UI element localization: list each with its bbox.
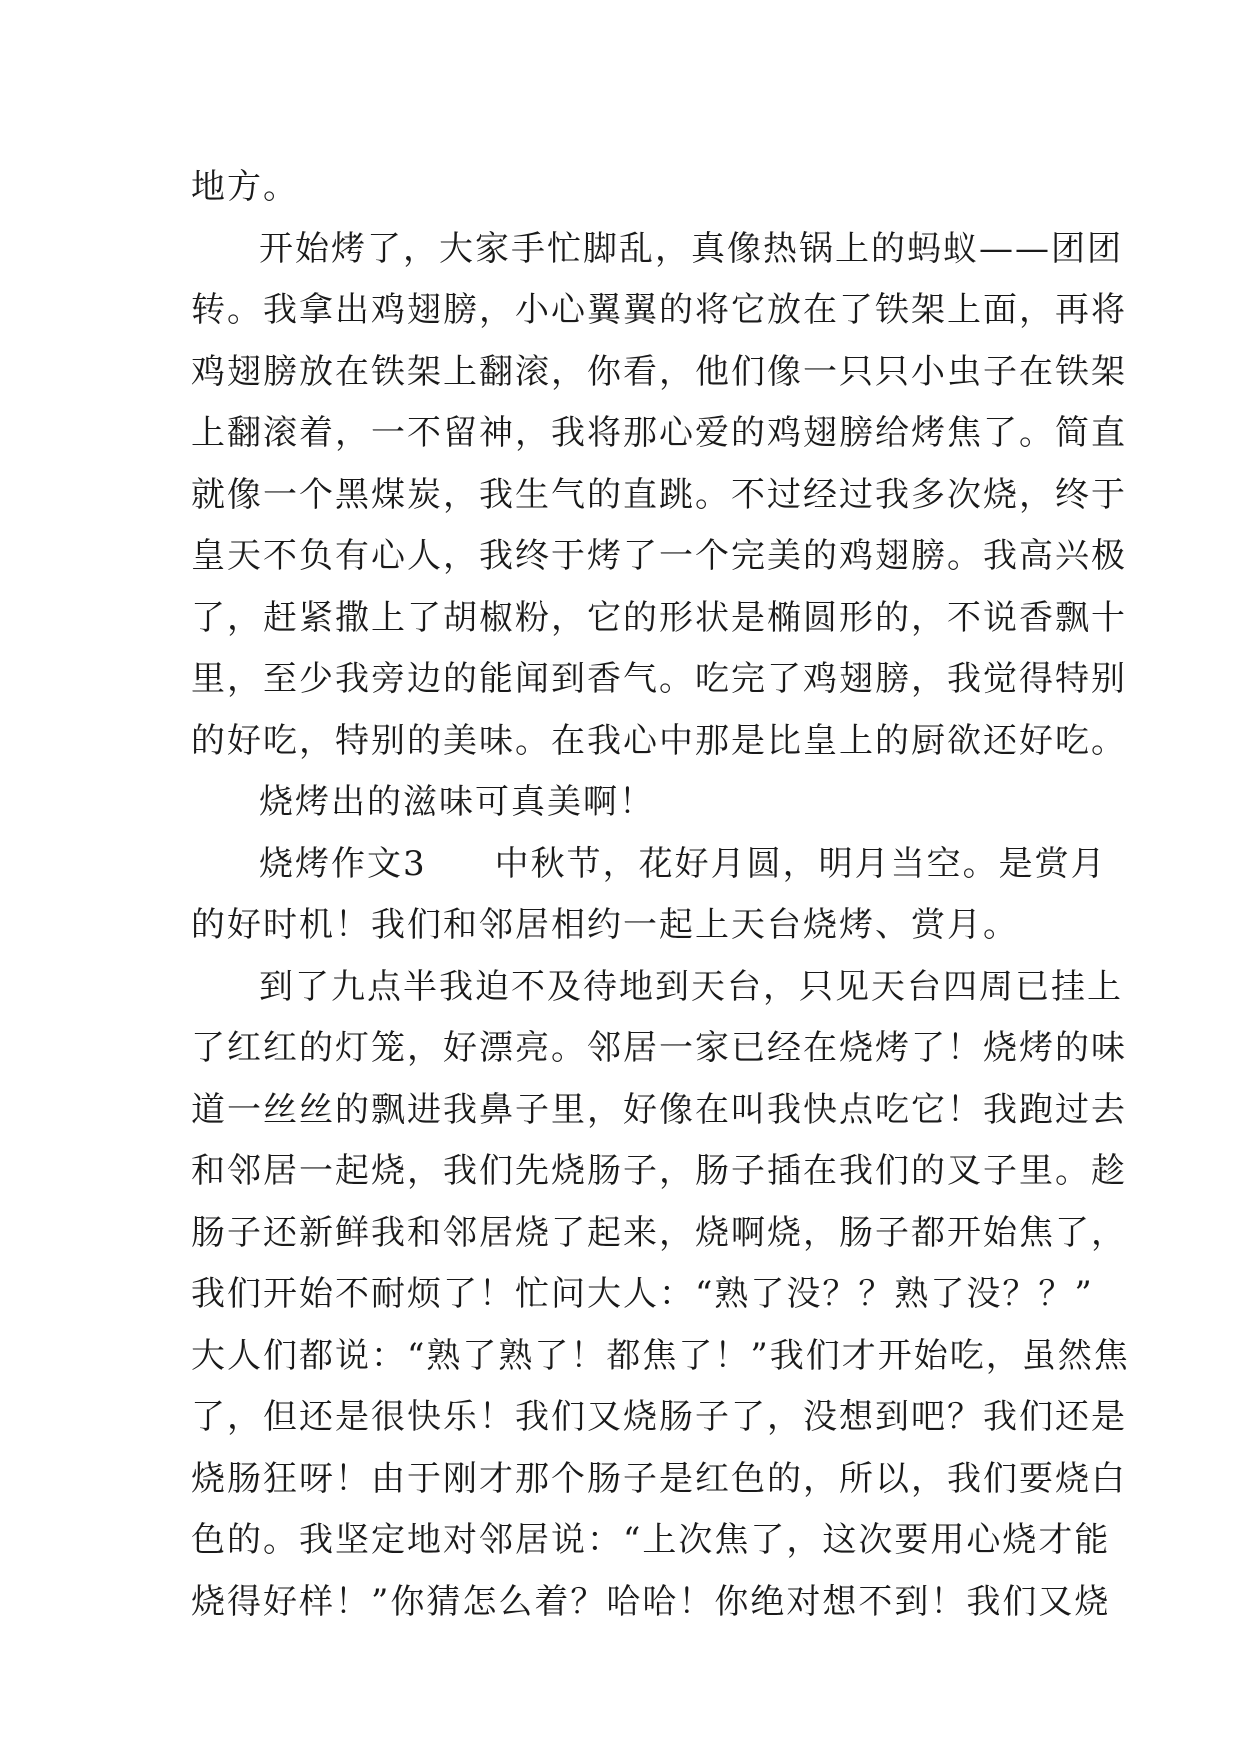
text-line: 里，至少我旁边的能闻到香气。吃完了鸡翅膀，我觉得特别 — [191, 659, 1127, 699]
text-line-heading — [191, 834, 1107, 896]
text-line: 的好吃，特别的美味。在我心中那是比皇上的厨欲还好吃。 — [191, 720, 1127, 761]
essay-opening: 中秋节，花好月圆，明月当空。是赏月 — [494, 843, 1107, 884]
text-line: 我们开始不耐烦了！忙问大人：“熟了没？？熟了没？？” — [191, 1274, 1094, 1314]
text-line: 色的。我坚定地对邻居说：“上次焦了，这次要用心烧才能 — [191, 1520, 1111, 1560]
text-line: 烧肠狂呀！由于刚才那个肠子是红色的，所以，我们要烧白 — [191, 1458, 1127, 1499]
text-line: 的好时机！我们和邻居相约一起上天台烧烤、赏月。 — [191, 905, 1019, 945]
text-line: 肠子还新鲜我和邻居烧了起来，烧啊烧，肠子都开始焦了， — [191, 1212, 1127, 1253]
text-line: 就像一个黑煤炭，我生气的直跳。不过经过我多次烧，终于 — [191, 474, 1127, 515]
text-line: 鸡翅膀放在铁架上翻滚，你看，他们像一只只小虫子在铁架 — [191, 351, 1127, 392]
document-body — [191, 157, 1130, 1633]
essay-heading: 烧烤作文3 — [259, 843, 427, 884]
text-line: 和邻居一起烧，我们先烧肠子，肠子插在我们的叉子里。趁 — [191, 1151, 1127, 1191]
text-line: 转。我拿出鸡翅膀，小心翼翼的将它放在了铁架上面，再将 — [191, 290, 1127, 330]
text-line: 上翻滚着，一不留神，我将那心爱的鸡翅膀给烤焦了。简直 — [191, 413, 1127, 453]
text-line: 到了九点半我迫不及待地到天台，只见天台四周已挂上 — [259, 966, 1123, 1007]
text-line: 皇天不负有心人，我终于烤了一个完美的鸡翅膀。我高兴极 — [191, 536, 1127, 576]
text-line: 了红红的灯笼，好漂亮。邻居一家已经在烧烤了！烧烤的味 — [191, 1028, 1127, 1068]
text-line: 道一丝丝的飘进我鼻子里，好像在叫我快点吃它！我跑过去 — [191, 1089, 1127, 1130]
text-line: 开始烤了，大家手忙脚乱，真像热锅上的蚂蚁——团团 — [259, 228, 1123, 269]
text-line: 大人们都说：“熟了熟了！都焦了！”我们才开始吃，虽然焦 — [191, 1335, 1130, 1376]
text-line: 了，赶紧撒上了胡椒粉，它的形状是椭圆形的，不说香飘十 — [191, 597, 1127, 638]
text-line: 了，但还是很快乐！我们又烧肠子了，没想到吧？我们还是 — [191, 1397, 1127, 1437]
text-line: 地方。 — [191, 167, 299, 207]
text-line: 烧烤出的滋味可真美啊！ — [259, 782, 655, 822]
text-line: 烧得好样！”你猜怎么着？哈哈！你绝对想不到！我们又烧 — [191, 1581, 1111, 1622]
